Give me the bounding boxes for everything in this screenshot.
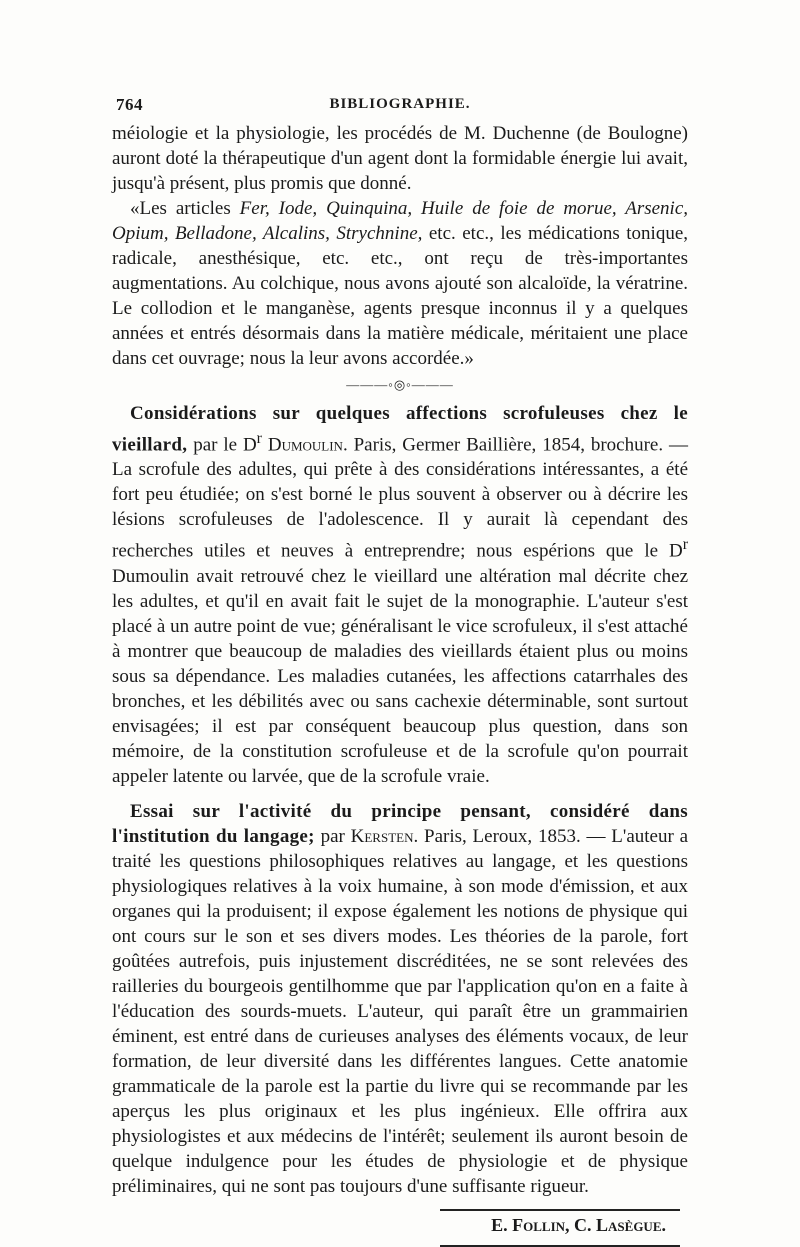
running-title: BIBLIOGRAPHIE. (329, 96, 471, 112)
review-1-by: par le D (187, 434, 257, 456)
ornament-divider: ———◦◎◦——— (346, 377, 454, 392)
page (112, 95, 688, 1247)
review-1-body-b: Dumoulin avait retrouvé chez le vieillard une altération mal décrite chez les adultes, et qu'il en avait fait le sujet de la monographie. L'auteur s'est placé à un autre point de vue; généralisant le vice scrofuleux, il s'est attaché à montrer que beaucoup de maladies des vieillards étaient plus ou moins sous sa dépendance. Les maladies cutanées, les affections catarrhales des bronches, et les débilités avec ou sans cachexie déterminable, sont surtout envisagées; il est par conséquent beaucoup plus question, dans son mémoire, de la constitution scrofuleuse et de la scrofule qu'on pourrait appeler latente ou larvée, que de la scrofule vraie. (112, 565, 688, 787)
review-1-pub: . Paris, Germer Baillière, 1854, brochure. (342, 434, 664, 456)
review-2 (112, 799, 688, 1199)
review-2-by: par (314, 825, 351, 847)
review-1 (112, 401, 688, 789)
review-1-body-a: — La scrofule des adultes, qui prête à des considérations intéressantes, a été fort peu étudiée; on s'est borné le plus souvent à observer ou à décrire les lésions scrofuleuses de l'adolescence. Il y aurait là cependant des recherches utiles et neuves à entreprendre; nous espérions que le D (112, 434, 688, 562)
review-2-author: Kersten (350, 825, 414, 847)
page-number: 764 (116, 95, 143, 114)
paragraph-continuation: méiologie et la physiologie, les procédés de M. Duchenne (de Boulogne) auront doté la thérapeutique d'un agent dont la formidable énergie lui avait, jusqu'à présent, plus promis que donné. (112, 123, 688, 194)
review-2-pub: . Paris, Leroux, 1853. (413, 825, 581, 847)
quote-rest: etc. etc., les médications tonique, radicale, anesthésique, etc. etc., ont reçu de très-importantes augmentations. Au colchique, nous avons ajouté son alcaloïde, la vératrine. Le collodion et le manganèse, agents presque inconnus il y a quelques années et entrés désormais dans la matière médicale, méritaient une place dans cet ouvrage; nous la leur avons accordée.» (112, 223, 688, 369)
review-1-by-sup: r (256, 430, 262, 447)
quote-open: «Les articles (130, 198, 240, 219)
quote-paragraph (112, 196, 688, 371)
signature: E. Follin, C. Lasègue. (491, 1214, 666, 1235)
page-header (112, 95, 688, 121)
review-1-author: Dumoulin (267, 434, 343, 456)
review-1-title: Considérations sur quelques affections scrofuleuses chez le vieillard, (112, 403, 688, 456)
signature-rule-bottom (440, 1245, 680, 1247)
quote-italic-items: Fer, Iode, Quinquina, Huile de foie de morue, Arsenic, Opium, Belladone, Alcalins, Strychnine, (112, 198, 688, 244)
review-2-title: Essai sur l'activité du principe pensant, considéré dans l'institution du langage; (112, 800, 688, 847)
review-2-body: — L'auteur a traité les questions philosophiques relatives au langage, et les questions physiologiques relatives à la voix humaine, à son mode d'émission, et aux organes qui la produisent; il expose également les notions de physique qui ont cours sur le son et ses divers modes. Les théories de la parole, fort goûtées autrefois, puis injustement discréditées, ne se sont relevées des railleries du bourgeois gentilhomme que par l'application qu'on en a faite à l'éducation des sourds-muets. L'auteur, qui paraît être un grammairien éminent, est entré dans de curieuses analyses des éléments vocaux, de leur formation, de leur diversité dans les différentes langues. Cette anatomie grammaticale de la parole est la partie du livre qui se recommande par les aperçus les plus originaux et les plus ingénieux. Elle offrira aux physiologistes et aux médecins de l'intérêt; seulement ils auront besoin de quelque indulgence pour les études de physiologie et de physique préliminaires, qui ne sont pas toujours d'une suffisante rigueur. (112, 825, 689, 1197)
review-1-body-sup: r (682, 536, 688, 554)
page-body (112, 121, 688, 1247)
